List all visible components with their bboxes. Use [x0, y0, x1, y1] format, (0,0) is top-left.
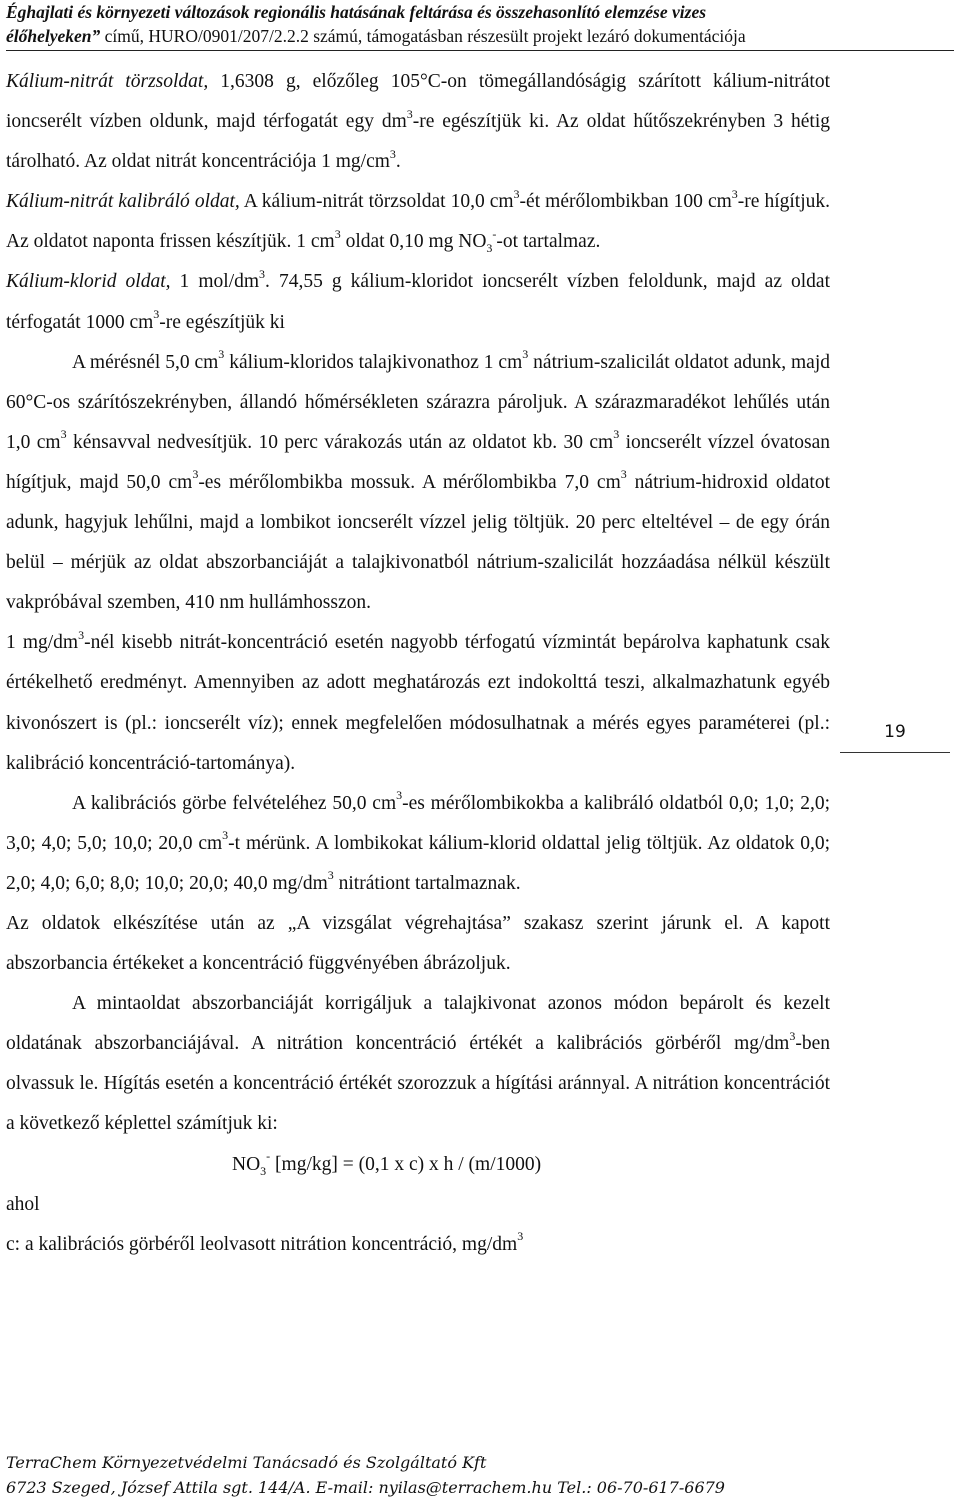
text: -re hígítjuk. Az oldatot naponta frissen készítjük. 1 cm [6, 191, 830, 253]
paragraph-where: ahol [6, 1193, 40, 1215]
page-footer [6, 1450, 946, 1500]
text: nitrátiont tartalmaznak. [333, 872, 521, 894]
header-title-line2 [6, 24, 954, 48]
text: A kalibrációs görbe felvételéhez 50,0 cm [72, 792, 397, 814]
text: oldat 0,10 mg NO [340, 231, 487, 253]
page-header [6, 0, 954, 51]
subscript: 3 [486, 241, 493, 256]
text: -ét mérőlombikban 100 cm [519, 191, 732, 213]
superscript: 3 [406, 106, 413, 121]
text: ioncserélt vízzel óvatosan hígítjuk, majd 50,0 cm [6, 431, 830, 493]
paragraph-kcl-solution [6, 262, 830, 342]
text: c: a kalibrációs görbéről leolvasott nitrátion koncentráció, mg/dm [6, 1233, 518, 1255]
superscript: 3 [522, 347, 529, 362]
text: . [395, 151, 401, 173]
text: A mérésnél 5,0 cm [72, 351, 219, 373]
paragraph-low-concentration [6, 623, 830, 783]
paragraph-correction [6, 984, 830, 1144]
header-title-line1: Éghajlati és környezeti változások regionális hatásának feltárása és összehasonlító elemzése vizes [6, 2, 707, 22]
superscript: 3 [153, 307, 160, 322]
term-label: Kálium-nitrát kalibráló oldat, [6, 191, 240, 213]
superscript: 3 [731, 186, 738, 201]
superscript: 3 [327, 868, 334, 883]
paragraph-variable-c [6, 1225, 830, 1265]
text: -re egészítjük ki. Az oldat hűtőszekrényben 3 hétig tárolható. Az oldat nitrát koncentrációja 1 mg/cm [6, 111, 830, 173]
superscript: 3 [620, 467, 627, 482]
text: nátrium-szalicilát oldatot adunk, majd 60°C-os szárítószekrényben, állandó hőmérsékleten szárazra pároljuk. A szárazmaradékot lehűlés után 1,0 cm [6, 351, 830, 453]
footer-company: TerraChem Környezetvédelmi Tanácsadó és Szolgáltató Kft [6, 1453, 487, 1472]
text: -es mérőlombikba mossuk. A mérőlombikba 7,0 cm [198, 471, 621, 493]
superscript: 3 [222, 828, 229, 843]
text: -ben olvassuk le. Hígítás esetén a koncentráció értékét szorozzuk a hígítási aránnyal. A nitrátion koncentrációt a következő képlettel számítjuk ki: [6, 1033, 830, 1135]
superscript: 3 [192, 467, 199, 482]
footer-contact: 6723 Szeged, József Attila sgt. 144/A. E-mail: nyilas@terrachem.hu Tel.: 06-70-617-6679 [6, 1478, 725, 1497]
text: nátrium-hidroxid oldatot adunk, hagyjuk lehűlni, majd a lombikot ioncserélt vízzel jelig töltjük. 20 perc elteltével – de egy órán belül – mérjük az oldat abszorbanciáját a talajkivonatból nátrium-szalicilát hozzáadása nélkül készült vakpróbával szemben, 410 nm hullámhosszon. [6, 471, 830, 614]
text: A mintaoldat abszorbanciáját korrigáljuk a talajkivonat azonos módon bepárolt és kezelt oldatának abszorbanciájával. A nitrátion koncentráció értékét a kalibrációs görbéről mg/dm [6, 993, 830, 1055]
paragraph-kno3-stock [6, 62, 830, 182]
text: -es mérőlombikokba a kalibráló oldatból 0,0; 1,0; 2,0; 3,0; 4,0; 5,0; 10,0; 20,0 cm [6, 792, 830, 854]
superscript: 3 [396, 788, 403, 803]
text: [mg/kg] = (0,1 x c) x h / (m/1000) [270, 1153, 542, 1175]
superscript: - [492, 226, 497, 241]
text: NO [232, 1153, 261, 1175]
superscript: 3 [334, 226, 341, 241]
text: -re egészítjük ki [159, 311, 285, 333]
text: kénsavval nedvesítjük. 10 perc várakozás után az oldatot kb. 30 cm [66, 431, 614, 453]
term-label: Kálium-klorid oldat, [6, 271, 171, 293]
header-project-info: című, HURO/0901/207/2.2.2 számú, támogatásban részesült projekt lezáró dokumentációja [104, 26, 746, 46]
superscript: 3 [60, 427, 67, 442]
paragraph-plotting: Az oldatok elkészítése után az „A vizsgálat végrehajtása” szakasz szerint járunk el. A kapott abszorbancia értékeket a koncentráció függvényében ábrázoljuk. [6, 912, 830, 975]
superscript: 3 [613, 427, 620, 442]
text: -nél kisebb nitrát-koncentráció esetén nagyobb térfogatú vízmintát bepárolva kaphatunk csak értékelhető eredményt. Amennyiben az adott meghatározás ezt indokolttá teszi, alkalmazhatunk egyéb kivonószert is (pl.: ioncserélt víz); ennek megfelelően módosulhatnak a mérés egyes paraméterei (pl.: kalibráció koncentráció-tartománya). [6, 632, 831, 774]
text: -t mérünk. A lombikokat kálium-klorid oldattal jelig töltjük. Az oldatok 0,0; 2,0; 4,0; 6,0; 8,0; 10,0; 20,0; 40,0 mg/dm [6, 832, 830, 894]
superscript: 3 [517, 1229, 524, 1244]
subscript: 3 [260, 1163, 267, 1178]
paragraph-calibration-curve [6, 784, 830, 904]
superscript: 3 [259, 266, 266, 281]
superscript: 3 [789, 1028, 796, 1043]
superscript: 3 [389, 146, 396, 161]
header-title-end: élőhelyeken” [6, 26, 101, 46]
document-body [6, 62, 830, 1265]
text: 1,6308 g, előzőleg 105°C-on tömegállandóságig szárított kálium-nitrátot ioncserélt vízben oldunk, majd térfogatát egy dm [6, 71, 831, 133]
text: 1 mg/dm [6, 632, 79, 654]
text: . 74,55 g kálium-kloridot ioncserélt vízben feloldunk, majd az oldat térfogatát 1000 cm [6, 271, 831, 333]
superscript: - [266, 1149, 271, 1164]
term-label: Kálium-nitrát törzsoldat, [6, 71, 209, 92]
superscript: 3 [78, 627, 85, 642]
formula [6, 1145, 830, 1185]
text: 1 mol/dm [170, 271, 260, 293]
paragraph-kno3-calibration [6, 182, 830, 262]
superscript: 3 [513, 186, 520, 201]
text: -ot tartalmaz. [496, 231, 601, 253]
superscript: 3 [218, 347, 225, 362]
text: kálium-kloridos talajkivonathoz 1 cm [224, 351, 523, 373]
text: A kálium-nitrát törzsoldat 10,0 cm [239, 191, 514, 213]
page-number: 19 [840, 722, 950, 753]
paragraph-measurement [6, 343, 830, 624]
